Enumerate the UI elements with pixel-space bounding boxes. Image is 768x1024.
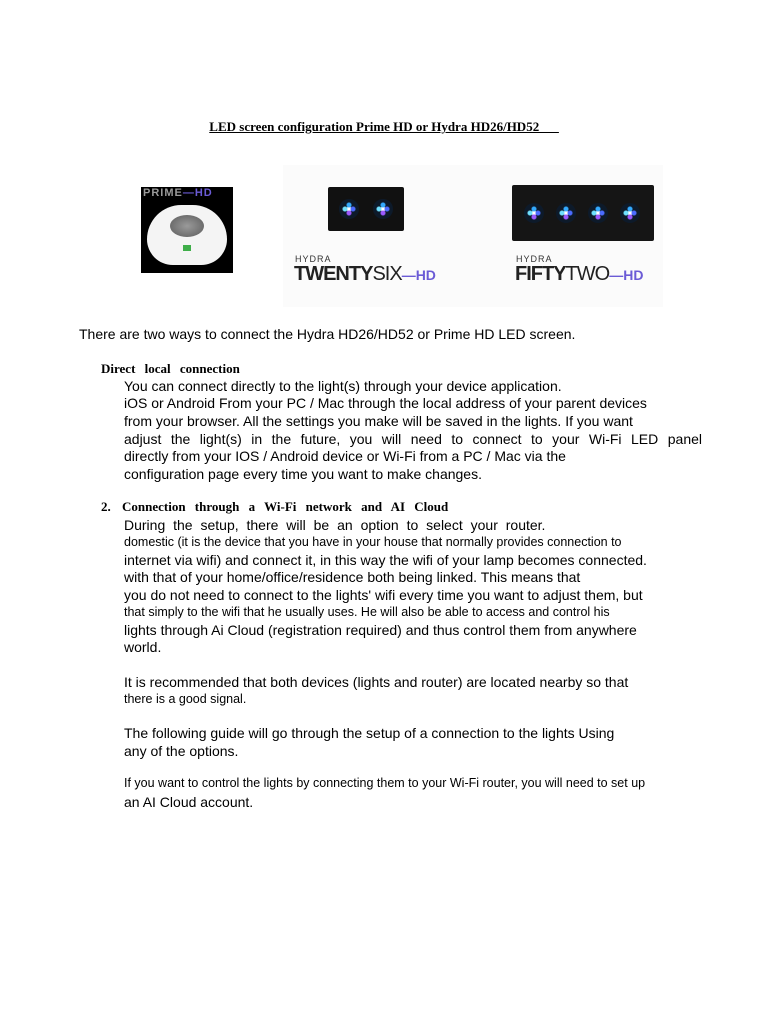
section2-line: that simply to the wifi that he usually uses. He will also be able to access and control his bbox=[124, 605, 610, 619]
recommend-line: It is recommended that both devices (lights and router) are located nearby so that bbox=[124, 674, 629, 690]
section2-line: with that of your home/office/residence both being linked. This means that bbox=[124, 569, 581, 585]
recommend-line: there is a good signal. bbox=[124, 692, 247, 706]
section2-line: lights through Ai Cloud (registration required) and thus control them from anywhere bbox=[124, 622, 637, 638]
section2-line: you do not need to connect to the lights' wifi every time you want to adjust them, but bbox=[124, 587, 643, 603]
hydra-images bbox=[283, 165, 663, 307]
prime-logo: PRIME—HD bbox=[143, 187, 213, 199]
page-title bbox=[0, 119, 768, 135]
prime-logo-hd: HD bbox=[194, 187, 213, 199]
led-cluster-icon bbox=[620, 203, 640, 223]
section1-heading: Direct local connection bbox=[101, 361, 240, 376]
hydra52-panel bbox=[512, 185, 654, 241]
led-cluster-icon bbox=[556, 203, 576, 223]
section1-line: adjust the light(s) in the future, you will need to connect to your Wi-Fi LED panel bbox=[124, 431, 702, 447]
hydra52-name-light: TWO bbox=[565, 263, 610, 285]
section1-line: You can connect directly to the light(s) through your device application. bbox=[124, 378, 562, 394]
hydra26-panel bbox=[328, 187, 404, 231]
section1-line: iOS or Android From your PC / Mac through the local address of your parent devices bbox=[124, 395, 647, 411]
hydra26-brand: HYDRA bbox=[295, 254, 332, 264]
prime-hd-image bbox=[141, 187, 233, 273]
section2-line: internet via wifi) and connect it, in this way the wifi of your lamp becomes connected. bbox=[124, 552, 647, 568]
section1-line: from your browser. All the settings you make will be saved in the lights. If you want bbox=[124, 413, 633, 429]
section2-heading: Connection through a Wi-Fi network and AI Cloud bbox=[122, 499, 449, 514]
section2-number: 2. bbox=[101, 499, 111, 514]
hydra26-name-bold: TWENTY bbox=[294, 263, 373, 285]
hydra52-logo: FIFTYTWO—HD bbox=[515, 263, 644, 285]
hydra52-brand: HYDRA bbox=[516, 254, 553, 264]
hydra26-hd: HD bbox=[415, 267, 436, 283]
led-cluster-icon bbox=[524, 203, 544, 223]
led-cluster-icon bbox=[373, 199, 393, 219]
prime-fixture bbox=[147, 205, 227, 265]
guide-line: The following guide will go through the setup of a connection to the lights Using bbox=[124, 725, 615, 741]
title-text: LED screen configuration Prime HD or Hydra HD26/HD52___ bbox=[209, 119, 559, 134]
prime-lens bbox=[170, 215, 204, 237]
led-cluster-icon bbox=[588, 203, 608, 223]
hydra52-hd: HD bbox=[623, 267, 644, 283]
hydra26-logo: TWENTYSIX—HD bbox=[294, 263, 436, 285]
hydra52-name-bold: FIFTY bbox=[515, 263, 566, 285]
hydra26-name-light: SIX bbox=[372, 263, 402, 285]
led-cluster-icon bbox=[339, 199, 359, 219]
section1-line: directly from your IOS / Android device or Wi-Fi from a PC / Mac via the bbox=[124, 448, 566, 464]
guide-line: any of the options. bbox=[124, 743, 239, 759]
section1-line: configuration page every time you want to make changes. bbox=[124, 466, 482, 482]
section2-line: world. bbox=[124, 639, 162, 655]
prime-logo-text: PRIME bbox=[143, 187, 183, 199]
section2-line: During the setup, there will be an option to select your router. bbox=[124, 517, 546, 533]
cloud-line: an AI Cloud account. bbox=[124, 794, 254, 810]
cloud-line: If you want to control the lights by connecting them to your Wi-Fi router, you will need to set up bbox=[124, 776, 646, 790]
intro-text: There are two ways to connect the Hydra HD26/HD52 or Prime HD LED screen. bbox=[79, 326, 576, 342]
ai-logo-icon bbox=[183, 245, 191, 251]
section2-line: domestic (it is the device that you have in your house that normally provides connection to bbox=[124, 535, 622, 549]
